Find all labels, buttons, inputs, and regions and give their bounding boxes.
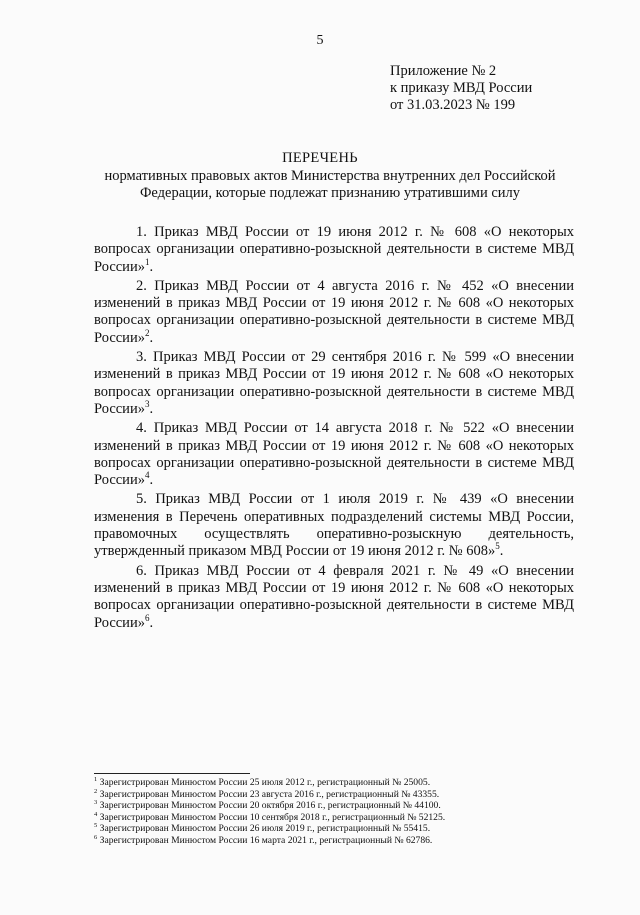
footnote-text: Зарегистрирован Минюстом России 20 октября 2016 г., регистрационный № 44100. [97,800,441,812]
footnote [94,812,445,824]
list-item-suffix: . [149,258,154,275]
document-subtitle [90,168,570,202]
footnote-number: 2 [94,787,98,795]
footnote-number: 6 [94,833,98,841]
footnote-ref: 4 [144,470,150,481]
page-number: 5 [316,33,324,48]
list-item-text: 6. Приказ МВД России от 4 февраля 2021 г. № 49 «О внесении изменений в приказ МВД России от 19 июня 2012 г. № 608 «О некоторых вопросах организации оперативно-розыскной деятельности в системе МВД России» [94,562,574,631]
footnote [94,800,445,812]
footnote-text: Зарегистрирован Минюстом России 23 августа 2016 г., регистрационный № 43355. [97,788,440,800]
list-item-suffix: . [149,472,154,489]
footnotes [94,777,445,847]
annex-line-1: Приложение № 2 [390,63,497,79]
footnote-number: 1 [94,775,98,783]
footnote [94,777,445,789]
list-item [94,491,574,560]
subtitle-line-2: Федерации, которые подлежат признанию утратившими силу [139,185,521,201]
acts-list [94,224,574,634]
footnote-ref: 6 [144,612,150,623]
footnote-ref: 3 [144,399,150,410]
footnote [94,823,445,835]
list-item-text: 3. Приказ МВД России от 29 сентября 2016 г. № 599 «О внесении изменений в приказ МВД России от 19 июня 2012 г. № 608 «О некоторых вопросах организации оперативно-розыскной деятельности в системе МВД России» [94,349,574,417]
list-item-text: 1. Приказ МВД России от 19 июня 2012 г. № 608 «О некоторых вопросах организации оперативно-розыскной деятельности в системе МВД России» [94,224,574,275]
footnote-number: 5 [94,822,98,830]
footnote-text: Зарегистрирован Минюстом России 16 марта 2021 г., регистрационный № 62786. [97,834,433,846]
list-item-text: 2. Приказ МВД России от 4 августа 2016 г. № 452 «О внесении изменений в приказ МВД России от 19 июня 2012 г. № 608 «О некоторых вопросах организации оперативно-розыскной деятельности в системе МВД России» [94,277,574,346]
list-item-suffix: . [149,614,154,631]
footnote-number: 3 [94,799,98,806]
list-item [94,563,574,632]
list-item-suffix: . [149,400,154,417]
list-item [94,420,574,489]
footnote [94,789,445,801]
footnote-divider [94,773,250,774]
footnote-number: 4 [94,810,98,818]
footnote-text: Зарегистрирован Минюстом России 10 сентября 2018 г., регистрационный № 52125. [97,811,446,823]
footnote-text: Зарегистрирован Минюстом России 25 июля 2012 г., регистрационный № 25005. [97,777,431,788]
list-item [94,349,574,418]
annex-line-2: к приказу МВД России [390,80,533,96]
annex-line-3: от 31.03.2023 № 199 [390,97,516,113]
footnote [94,835,445,847]
footnote-ref: 2 [144,327,150,338]
annex-block [390,63,532,114]
list-item-text: 4. Приказ МВД России от 14 августа 2018 г. № 522 «О внесении изменений в приказ МВД России от 19 июня 2012 г. № 608 «О некоторых вопросах организации оперативно-розыскной деятельности в системе МВД России» [94,420,574,489]
footnote-text: Зарегистрирован Минюстом России 26 июля 2019 г., регистрационный № 55415. [97,823,431,835]
list-item [94,224,574,276]
footnote-ref: 5 [495,541,500,552]
list-item-suffix: . [149,329,154,346]
list-item-suffix: . [499,543,504,560]
footnote-ref: 1 [144,256,150,267]
document-title: ПЕРЕЧЕНЬ [282,150,358,166]
subtitle-line-1: нормативных правовых актов Министерства внутренних дел Российской [104,168,556,184]
list-item [94,278,574,347]
list-item-text: 5. Приказ МВД России от 1 июля 2019 г. № 439 «О внесении изменения в Перечень оперативных подразделений системы МВД России, правомочных осуществлять оперативно-розыскную деятельность, утвержденный приказом МВД России от 19 июня 2012 г. № 608» [94,491,574,560]
